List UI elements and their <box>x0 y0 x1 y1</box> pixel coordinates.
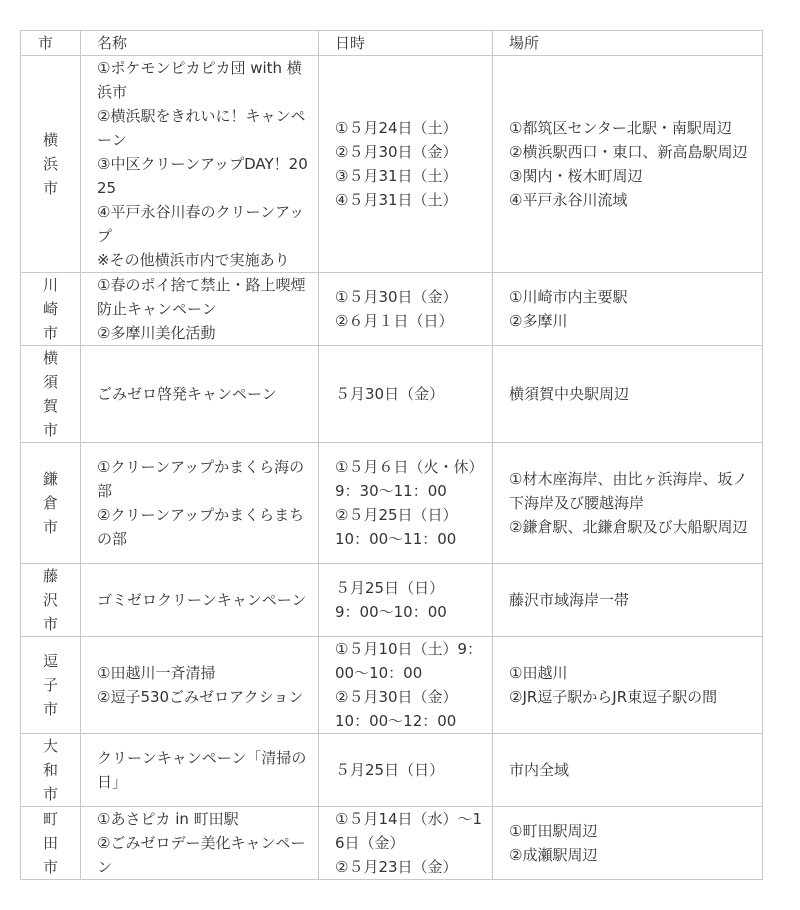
table-row <box>21 807 763 880</box>
table-row <box>21 637 763 734</box>
city-name: 町田市 <box>43 810 59 876</box>
event-name-cell <box>81 807 319 880</box>
event-name: ①田越川一斉清掃 ②逗子530ごみゼロアクション <box>97 664 304 706</box>
header-city: 市 <box>21 31 81 56</box>
table-header-row <box>21 31 763 56</box>
event-date-cell <box>319 734 493 807</box>
header-date: 日時 <box>319 31 493 56</box>
table-row <box>21 273 763 346</box>
event-name: ①あさピカ in 町田駅 ②ごみゼロデー美化キャンペーン <box>97 810 306 876</box>
event-place: ①都筑区センター北駅・南駅周辺 ②横浜駅西口・東口、新高島駅周辺 ③関内・桜木町周辺 ④平戸永谷川流域 <box>509 119 748 209</box>
header-name: 名称 <box>81 31 319 56</box>
event-date: ５月25日（日） <box>335 761 445 779</box>
event-place-cell <box>493 346 763 443</box>
event-place-cell <box>493 273 763 346</box>
event-date-cell <box>319 443 493 564</box>
city-name: 川崎市 <box>43 276 59 342</box>
event-place: ①田越川 ②JR逗子駅からJR東逗子駅の間 <box>509 664 718 706</box>
event-date-cell <box>319 564 493 637</box>
event-date: ①５月10日（土）9：00～10：00 ②５月30日（金） 10：00～12：00 <box>335 640 483 730</box>
city-name: 鎌倉市 <box>43 470 59 536</box>
event-place: 藤沢市域海岸一帯 <box>509 591 630 609</box>
city-cell <box>21 807 81 880</box>
event-place-cell <box>493 443 763 564</box>
event-date: ①５月30日（金） ②６月１日（日） <box>335 288 458 330</box>
table-row <box>21 564 763 637</box>
event-name-cell <box>81 564 319 637</box>
event-place-cell <box>493 807 763 880</box>
city-cell <box>21 443 81 564</box>
event-name-cell <box>81 273 319 346</box>
event-name-cell <box>81 443 319 564</box>
event-place-cell <box>493 564 763 637</box>
event-name: ①春のポイ捨て禁止・路上喫煙防止キャンペーン ②多摩川美化活動 <box>97 276 306 342</box>
event-date: ５月30日（金） <box>335 385 445 403</box>
city-name: 横浜市 <box>43 131 59 197</box>
event-place-cell <box>493 637 763 734</box>
city-cell <box>21 734 81 807</box>
event-name: ゴミゼロクリーンキャンペーン <box>97 591 307 609</box>
event-name: ごみゼロ啓発キャンペーン <box>97 385 277 403</box>
table-row <box>21 734 763 807</box>
city-name: 藤沢市 <box>43 567 59 633</box>
event-date: ①５月６日（火・休） 9：30～11：00 ②５月25日（日） 10：00～11：00 <box>335 458 484 548</box>
event-place: 横須賀中央駅周辺 <box>509 385 630 403</box>
event-place: 市内全域 <box>509 761 570 779</box>
city-cell <box>21 56 81 273</box>
event-name: クリーンキャンペーン「清掃の日」 <box>97 749 307 791</box>
event-place: ①町田駅周辺 ②成瀬駅周辺 <box>509 822 598 864</box>
event-date-cell <box>319 56 493 273</box>
table-row <box>21 346 763 443</box>
event-name-cell <box>81 637 319 734</box>
event-name-cell <box>81 346 319 443</box>
header-place: 場所 <box>493 31 763 56</box>
city-cell <box>21 564 81 637</box>
event-place: ①川崎市内主要駅 ②多摩川 <box>509 288 628 330</box>
event-name: ①クリーンアップかまくら海の部 ②クリーンアップかまくらまちの部 <box>97 458 305 548</box>
event-date: ①５月14日（水）～16日（金） ②５月23日（金） <box>335 810 483 876</box>
event-name-cell <box>81 734 319 807</box>
city-cell <box>21 273 81 346</box>
city-cell <box>21 637 81 734</box>
city-name: 横須賀市 <box>43 349 59 439</box>
event-date: ５月25日（日） 9：00～10：00 <box>335 579 447 621</box>
city-cell <box>21 346 81 443</box>
event-name: ①ポケモンピカピカ団 with 横浜市 ②横浜駅をきれいに！キャンペーン ③中区クリーンアップDAY！2025 ④平戸永谷川春のクリーンアップ ※その他横浜市内で実施あり <box>97 59 308 269</box>
table-row <box>21 443 763 564</box>
event-place-cell <box>493 56 763 273</box>
event-name-cell <box>81 56 319 273</box>
event-place: ①材木座海岸、由比ヶ浜海岸、坂ノ下海岸及び腰越海岸 ②鎌倉駅、北鎌倉駅及び大船駅周辺 <box>509 470 748 536</box>
city-name: 逗子市 <box>43 652 59 718</box>
event-date-cell <box>319 346 493 443</box>
event-date-cell <box>319 637 493 734</box>
event-date-cell <box>319 807 493 880</box>
city-name: 大和市 <box>43 737 59 803</box>
cleanup-events-table <box>20 30 763 880</box>
event-date-cell <box>319 273 493 346</box>
event-place-cell <box>493 734 763 807</box>
event-date: ①５月24日（土） ②５月30日（金） ③５月31日（土） ④５月31日（土） <box>335 119 458 209</box>
table-row <box>21 56 763 273</box>
